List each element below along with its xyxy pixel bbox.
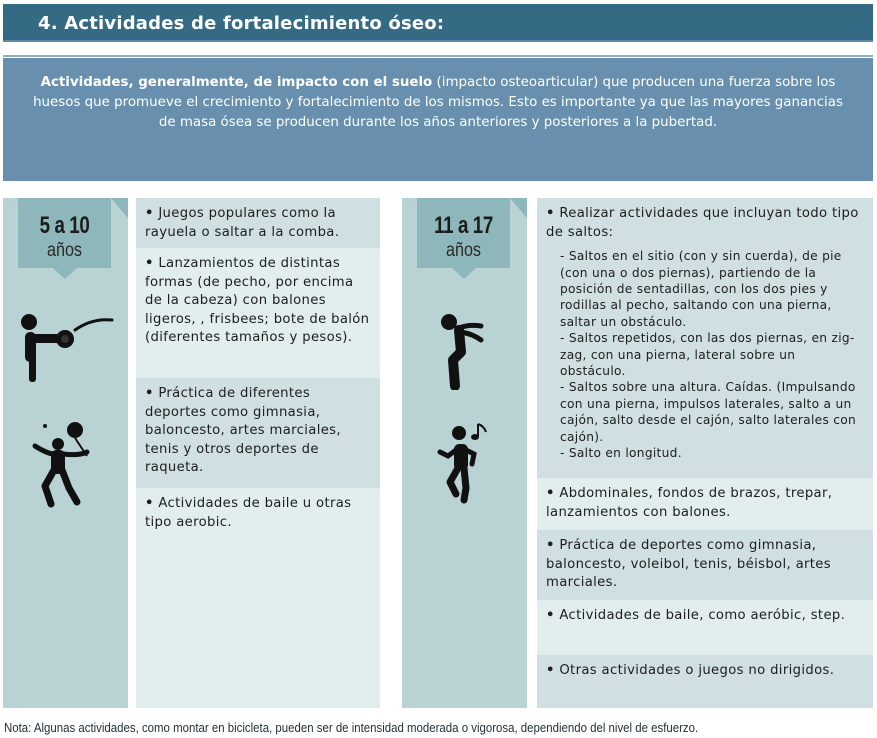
list-item-text: Lanzamientos de distintas formas (de pecho, por encima de la cabeza) con balones ligeros, , frisbees; bote de balón (diferentes tamaños y pesos). xyxy=(145,256,370,346)
list-item: • Abdominales, fondos de brazos, trepar, lanzamientos con balones. xyxy=(537,478,873,530)
list-item: • Actividades de baile, como aeróbic, step. xyxy=(537,600,873,655)
list-item: • Otras actividades o juegos no dirigidos. xyxy=(537,655,873,708)
throwing-ball-person-icon xyxy=(17,310,117,385)
jumping-person-icon xyxy=(437,310,497,390)
list-item: • Juegos populares como la rayuela o saltar a la comba. xyxy=(136,198,380,248)
section-title: 4. Actividades de fortalecimiento óseo: xyxy=(38,13,445,34)
sub-item: - Saltos sobre una altura. Caídas. (Impulsando con una pierna, impulsos laterales, salto a un cajón, salto desde el cajón, salto laterales con cajón). xyxy=(560,380,857,444)
list-item: • Actividades de baile u otras tipo aerobic. xyxy=(136,488,380,708)
list-item: • Realizar actividades que incluyan todo tipo de saltos: - Saltos en el sitio (con y sin cuerda), de pie (con una o dos piernas), partiendo de la posición de sentadillas, con los dos pies y rodillas al pecho, saltando con una pierna, saltar un obstáculo. - Saltos repetidos, con las dos piernas, en zig-zag, con una pierna, lateral sobre un obstáculo. - Saltos sobre una altura. Caídas. (Impulsando con una pierna, impulsos laterales, salto a un cajón, salto desde el cajón, salto laterales con cajón). - Salto en longitud. xyxy=(537,198,873,478)
notch-right xyxy=(111,198,128,218)
list-item-text: Abdominales, fondos de brazos, trepar, lanzamientos con balones. xyxy=(546,486,833,520)
list-item: • Lanzamientos de distintas formas (de pecho, por encima de la cabeza) con balones ligeros, , frisbees; bote de balón (diferentes tamaños y pesos). xyxy=(136,248,380,378)
sub-item: - Saltos en el sitio (con y sin cuerda), de pie (con una o dos piernas), partiendo de la posición de sentadillas, con los dos pies y rodillas al pecho, saltando con una pierna, saltar un obstáculo. xyxy=(560,249,842,329)
list-item-text: Práctica de deportes como gimnasia, baloncesto, voleibol, tenis, béisbol, artes marciales. xyxy=(546,538,831,591)
sub-item: - Saltos repetidos, con las dos piernas, en zig-zag, con una pierna, lateral sobre un obstáculo. xyxy=(560,331,855,379)
age-range: 11 a 17 xyxy=(434,212,493,239)
footnote: Nota: Algunas actividades, como montar en bicicleta, pueden ser de intensidad moderada o vigorosa, dependiendo del nivel de esfuerzo. xyxy=(4,720,699,735)
list-item-text: Otras actividades o juegos no dirigidos. xyxy=(554,663,835,678)
list-item: • Práctica de deportes como gimnasia, baloncesto, voleibol, tenis, béisbol, artes marciales. xyxy=(537,530,873,600)
intro-bold-text: Actividades, generalmente, de impacto con el suelo xyxy=(40,75,433,90)
age-unit: años xyxy=(445,240,482,261)
section-header xyxy=(3,4,873,42)
age-unit: años xyxy=(46,240,83,261)
list-item-text: Juegos populares como la rayuela o saltar a la comba. xyxy=(145,206,340,240)
notch-right xyxy=(510,198,527,218)
jump-types-sublist xyxy=(560,248,865,461)
age-label-pointer xyxy=(53,268,77,279)
list-item-text: Actividades de baile u otras tipo aerobic. xyxy=(145,496,352,530)
age-column-11-17 xyxy=(402,198,527,708)
divider xyxy=(3,55,873,57)
dancing-person-music-icon xyxy=(434,420,499,505)
intro-text: (impacto osteoarticular) que producen una fuerza sobre los huesos que promueve el crecimiento y fortalecimiento de los mismos. Esto es importante ya que las mayores ganancias de masa ósea se producen durante los años anteriores y posteriores a la pubertad. xyxy=(33,75,843,130)
age-column-5-10 xyxy=(3,198,128,708)
age-label-pointer xyxy=(452,268,476,279)
list-item-text: Práctica de diferentes deportes como gimnasia, baloncesto, artes marciales, tenis y otros deportes de raqueta. xyxy=(145,386,341,476)
badminton-player-icon xyxy=(31,418,101,508)
intro-box xyxy=(3,58,873,181)
list-item: • Práctica de diferentes deportes como gimnasia, baloncesto, artes marciales, tenis y otros deportes de raqueta. xyxy=(136,378,380,488)
activities-list-11-17 xyxy=(537,198,873,708)
list-item-text: Actividades de baile, como aeróbic, step. xyxy=(554,608,846,623)
list-item-text: Realizar actividades que incluyan todo tipo de saltos: xyxy=(546,206,859,240)
activities-list-5-10 xyxy=(136,198,380,708)
sub-item: - Salto en longitud. xyxy=(560,446,682,461)
age-range: 5 a 10 xyxy=(39,212,90,239)
